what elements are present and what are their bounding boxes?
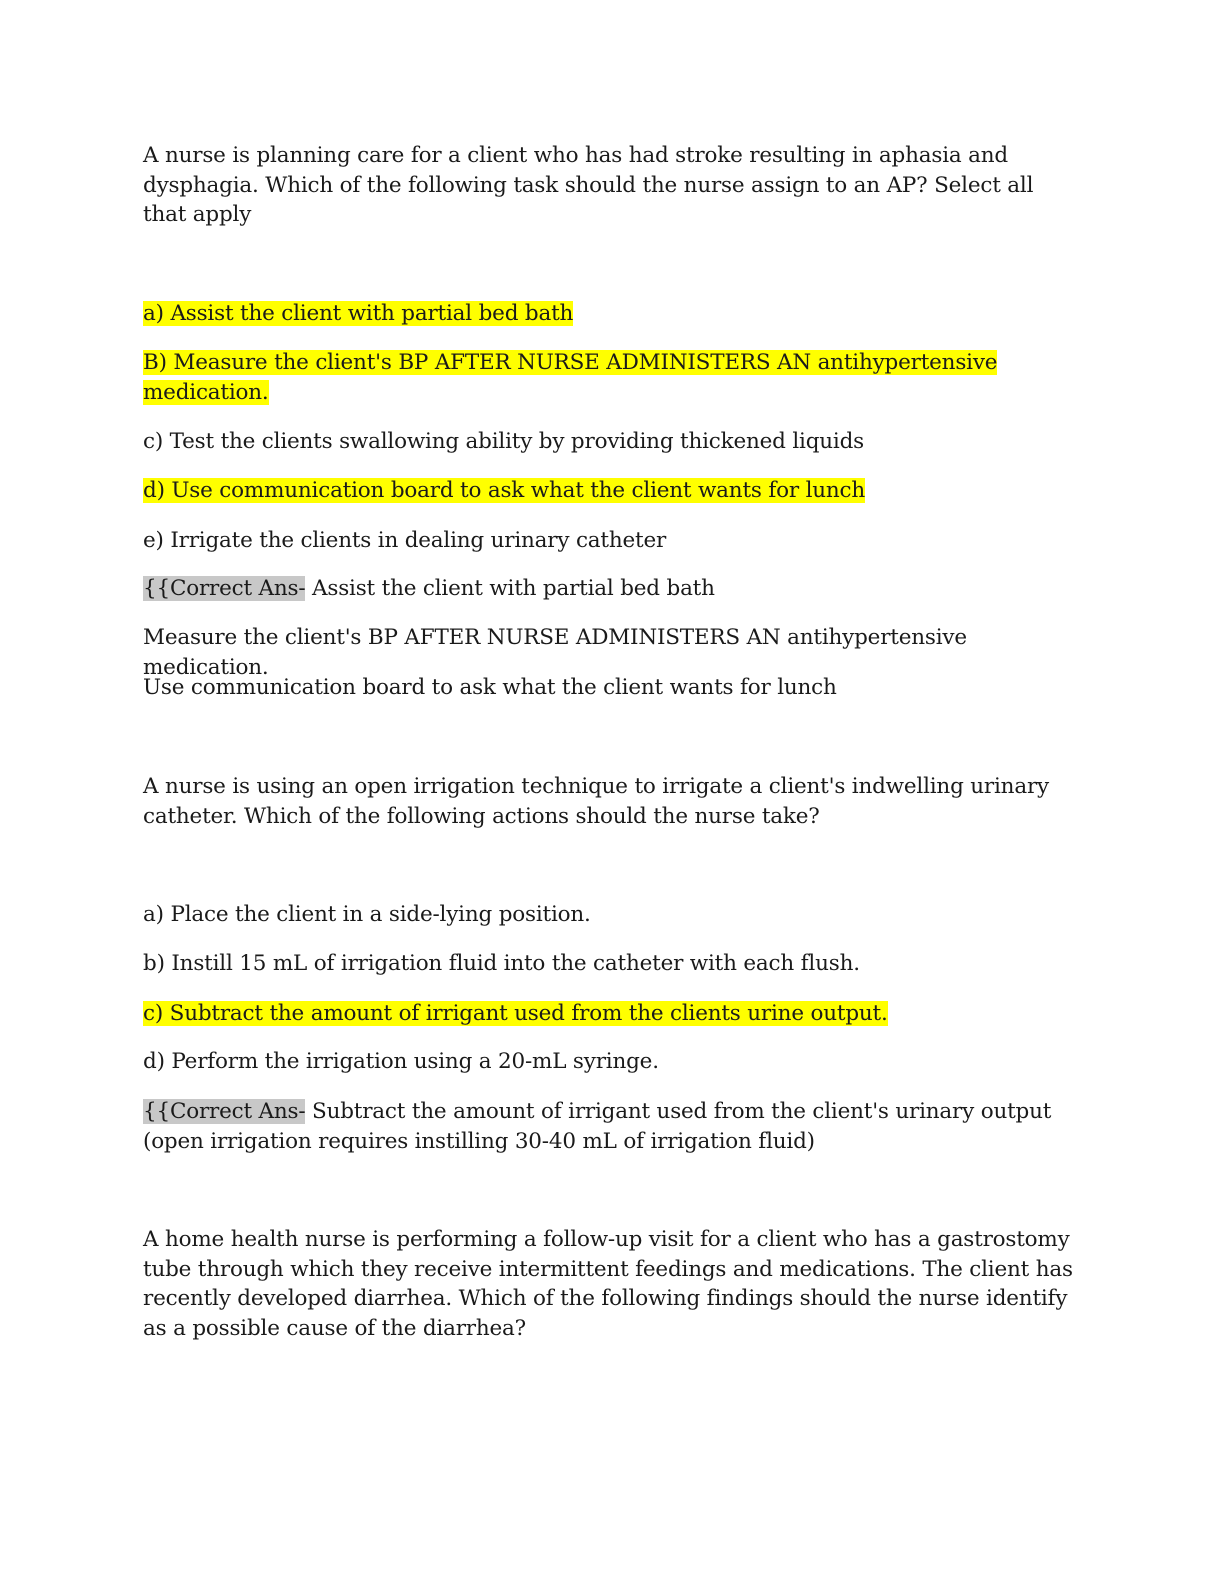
q2-option-a-text: a) Place the client in a side-lying position. <box>143 902 591 927</box>
q1-answer-line-3: Use communication board to ask what the client wants for lunch <box>143 675 837 700</box>
q2-option-c <box>143 999 1083 1029</box>
question-2-text: A nurse is using an open irrigation technique to irrigate a client's indwelling urinary catheter. Which of the following actions should the nurse take? <box>143 774 1049 829</box>
q2-option-c-text: c) Subtract the amount of irrigant used from the clients urine output. <box>143 1001 888 1026</box>
q1-answer-line-2: Measure the client's BP AFTER NURSE ADMINISTERS AN antihypertensive medication. <box>143 625 967 680</box>
q2-answer <box>143 1097 1083 1156</box>
q1-option-e-text: e) Irrigate the clients in dealing urinary catheter <box>143 528 667 553</box>
q2-answer-text: Subtract the amount of irrigant used from the client's urinary output (open irrigation requires instilling 30-40 mL of irrigation fluid) <box>143 1099 1052 1154</box>
q1-option-d <box>143 476 1083 506</box>
q2-answer-prefix: {{Correct Ans- <box>143 1099 306 1124</box>
q1-answer-prefix: {{Correct Ans- <box>143 576 306 601</box>
q1-option-e <box>143 526 1083 556</box>
q1-option-a <box>143 299 1083 329</box>
q1-answer-line-1 <box>143 574 1083 604</box>
q2-option-b-text: b) Instill 15 mL of irrigation fluid into the catheter with each flush. <box>143 951 860 976</box>
q1-option-b <box>143 348 1083 407</box>
question-1-text: A nurse is planning care for a client who has had stroke resulting in aphasia and dysphagia. Which of the following task should the nurse assign to an AP? Select all that apply <box>143 143 1034 228</box>
q1-answer-text-1: Assist the client with partial bed bath <box>305 576 715 601</box>
q2-option-d <box>143 1047 1083 1077</box>
question-3-text: A home health nurse is performing a follow-up visit for a client who has a gastrostomy tube through which they receive intermittent feedings and medications. The client has recently developed diarrhea. Which of the following findings should the nurse identify as a possible cause of the diarrhea? <box>143 1227 1073 1341</box>
q2-option-a <box>143 900 1083 930</box>
q1-option-b-text: B) Measure the client's BP AFTER NURSE ADMINISTERS AN antihypertensive medication. <box>143 350 998 405</box>
q2-option-b <box>143 949 1083 979</box>
q1-option-c <box>143 427 1083 457</box>
q1-option-d-text: d) Use communication board to ask what the client wants for lunch <box>143 478 866 503</box>
q2-option-d-text: d) Perform the irrigation using a 20-mL syringe. <box>143 1049 659 1074</box>
q1-option-a-text: a) Assist the client with partial bed bath <box>143 301 574 326</box>
q1-option-c-text: c) Test the clients swallowing ability by providing thickened liquids <box>143 429 864 454</box>
